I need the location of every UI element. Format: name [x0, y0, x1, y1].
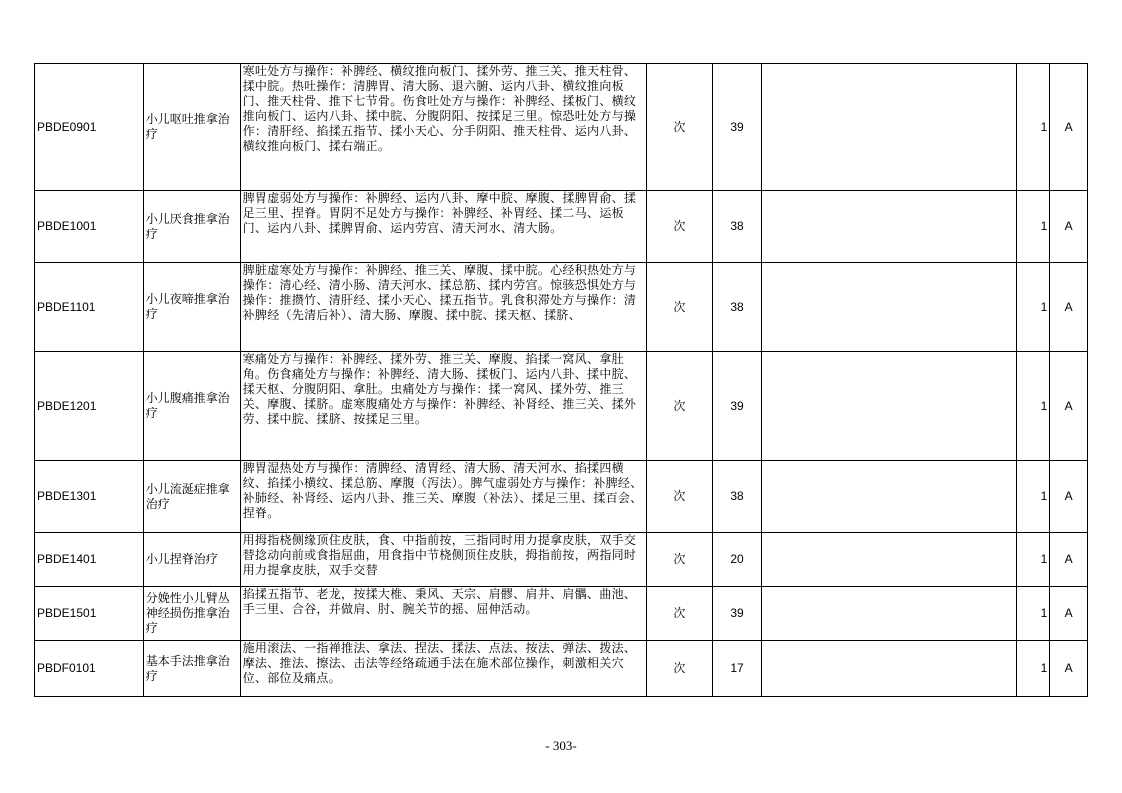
item-unit: 次 — [646, 587, 713, 641]
table-row — [35, 352, 1088, 461]
item-description — [240, 263, 646, 352]
item-count: 1 — [1016, 191, 1049, 263]
item-description-text: 脾胃虚弱处方与操作：补脾经、运内八卦、摩中脘、摩腹、揉脾胃俞、揉足三里、捏脊。胃阴不足处方与操作：补脾经、补胃经、揉二马、运板门、运内八卦、揉脾胃俞、运内劳宫、清天河水、清大肠。 — [242, 191, 637, 235]
item-unit: 次 — [646, 64, 713, 191]
item-description — [240, 352, 646, 461]
table-row — [35, 263, 1088, 352]
item-class: A — [1050, 533, 1088, 587]
item-price: 38 — [713, 191, 761, 263]
item-description — [240, 641, 646, 697]
item-code: PBDE1401 — [35, 533, 144, 587]
table-row — [35, 461, 1088, 533]
item-unit: 次 — [646, 352, 713, 461]
page-number: - 303- — [545, 738, 577, 753]
item-name: 基本手法推拿治疗 — [143, 641, 240, 697]
item-class: A — [1050, 352, 1088, 461]
item-remark — [761, 587, 1016, 641]
fee-table-body — [35, 64, 1088, 697]
item-class: A — [1050, 641, 1088, 697]
item-remark — [761, 461, 1016, 533]
item-count: 1 — [1016, 587, 1049, 641]
item-count: 1 — [1016, 533, 1049, 587]
item-count: 1 — [1016, 64, 1049, 191]
item-class: A — [1050, 64, 1088, 191]
table-row — [35, 641, 1088, 697]
item-count: 1 — [1016, 461, 1049, 533]
item-name: 小儿厌食推拿治疗 — [143, 191, 240, 263]
item-description-text: 用拇指桡侧缘顶住皮肤，食、中指前按，三指同时用力提拿皮肤，双手交替捻动向前或食指屈曲，用食指中节桡侧顶住皮肤，拇指前按，两指同时用力提拿皮肤，双手交替 — [242, 533, 637, 577]
item-unit: 次 — [646, 263, 713, 352]
item-name: 小儿腹痛推拿治疗 — [143, 352, 240, 461]
item-unit: 次 — [646, 641, 713, 697]
item-description — [240, 587, 646, 641]
item-price: 39 — [713, 587, 761, 641]
item-description-text: 脾胃湿热处方与操作：清脾经、清胃经、清大肠、清天河水、掐揉四横纹、掐揉小横纹、揉总筋、摩腹（泻法）。脾气虚弱处方与操作：补脾经、补肺经、补肾经、运内八卦、推三关、摩腹（补法）、揉足三里、揉百会、捏脊。 — [242, 461, 643, 520]
item-class: A — [1050, 191, 1088, 263]
table-row — [35, 533, 1088, 587]
item-description-text: 施用滚法、一指禅推法、拿法、捏法、揉法、点法、按法、弹法、拨法、摩法、推法、擦法、击法等经络疏通手法在施术部位操作，刺激相关穴位、部位及痛点。 — [242, 641, 637, 685]
item-price: 17 — [713, 641, 761, 697]
item-code: PBDF0101 — [35, 641, 144, 697]
item-class: A — [1050, 263, 1088, 352]
item-code: PBDE1501 — [35, 587, 144, 641]
item-unit: 次 — [646, 533, 713, 587]
item-unit: 次 — [646, 191, 713, 263]
item-remark — [761, 263, 1016, 352]
item-description — [240, 533, 646, 587]
item-code: PBDE1301 — [35, 461, 144, 533]
item-remark — [761, 641, 1016, 697]
item-name: 小儿流涎症推拿治疗 — [143, 461, 240, 533]
item-count: 1 — [1016, 352, 1049, 461]
item-code: PBDE1201 — [35, 352, 144, 461]
item-price: 39 — [713, 352, 761, 461]
item-description-text: 寒吐处方与操作：补脾经、横纹推向板门、揉外劳、推三关、推天柱骨、揉中脘。热吐操作：清脾胃、清大肠、退六腑、运内八卦、横纹推向板门、推天柱骨、推下七节骨。伤食吐处方与操作：补脾经、揉板门、横纹推向板门、运内八卦、揉中脘、分腹阴阳、按揉足三里。惊恐吐处方与操作：清肝经、掐揉五指节、揉小天心、分手阴阳、推天柱骨、运内八卦、横纹推向板门、揉右端正。 — [242, 64, 637, 153]
item-description-text: 脾脏虚寒处方与操作：补脾经、推三关、摩腹、揉中脘。心经积热处方与操作：清心经、清小肠、清天河水、揉总筋、揉内劳宫。惊骇恐惧处方与操作：推攒竹、清肝经、揉小天心、揉五指节。乳食积滞处方与操作：清补脾经（先清后补）、清大肠、摩腹、揉中脘、揉天枢、揉脐、 — [242, 263, 637, 322]
item-description — [240, 191, 646, 263]
item-price: 20 — [713, 533, 761, 587]
item-remark — [761, 533, 1016, 587]
item-count: 1 — [1016, 641, 1049, 697]
item-unit: 次 — [646, 461, 713, 533]
table-row — [35, 191, 1088, 263]
item-price: 39 — [713, 64, 761, 191]
fee-table — [34, 63, 1088, 697]
item-class: A — [1050, 461, 1088, 533]
item-name: 分娩性小儿臂丛神经损伤推拿治疗 — [143, 587, 240, 641]
item-description-text: 寒痛处方与操作：补脾经、揉外劳、推三关、摩腹、掐揉一窝风、拿肚角。伤食痛处方与操作：补脾经、清大肠、揉板门、运内八卦、揉中脘、揉天枢、分腹阴阳、拿肚。虫痛处方与操作：揉一窝风、揉外劳、推三关、摩腹、揉脐。虚寒腹痛处方与操作：补脾经、补肾经、推三关、揉外劳、揉中脘、揉脐、按揉足三里。 — [242, 352, 637, 426]
item-code: PBDE1101 — [35, 263, 144, 352]
item-description — [240, 64, 646, 191]
item-description — [240, 461, 646, 533]
item-count: 1 — [1016, 263, 1049, 352]
item-name: 小儿夜啼推拿治疗 — [143, 263, 240, 352]
table-row — [35, 64, 1088, 191]
item-description-text: 掐揉五指节、老龙，按揉大椎、秉风、天宗、肩髎、肩井、肩髃、曲池、手三里、合谷，并做肩、肘、腕关节的摇、屈伸活动。 — [242, 587, 637, 616]
item-remark — [761, 191, 1016, 263]
item-code: PBDE1001 — [35, 191, 144, 263]
item-remark — [761, 352, 1016, 461]
table-row — [35, 587, 1088, 641]
item-name: 小儿捏脊治疗 — [143, 533, 240, 587]
item-remark — [761, 64, 1016, 191]
item-code: PBDE0901 — [35, 64, 144, 191]
item-class: A — [1050, 587, 1088, 641]
item-price: 38 — [713, 263, 761, 352]
item-price: 38 — [713, 461, 761, 533]
item-name: 小儿呕吐推拿治疗 — [143, 64, 240, 191]
